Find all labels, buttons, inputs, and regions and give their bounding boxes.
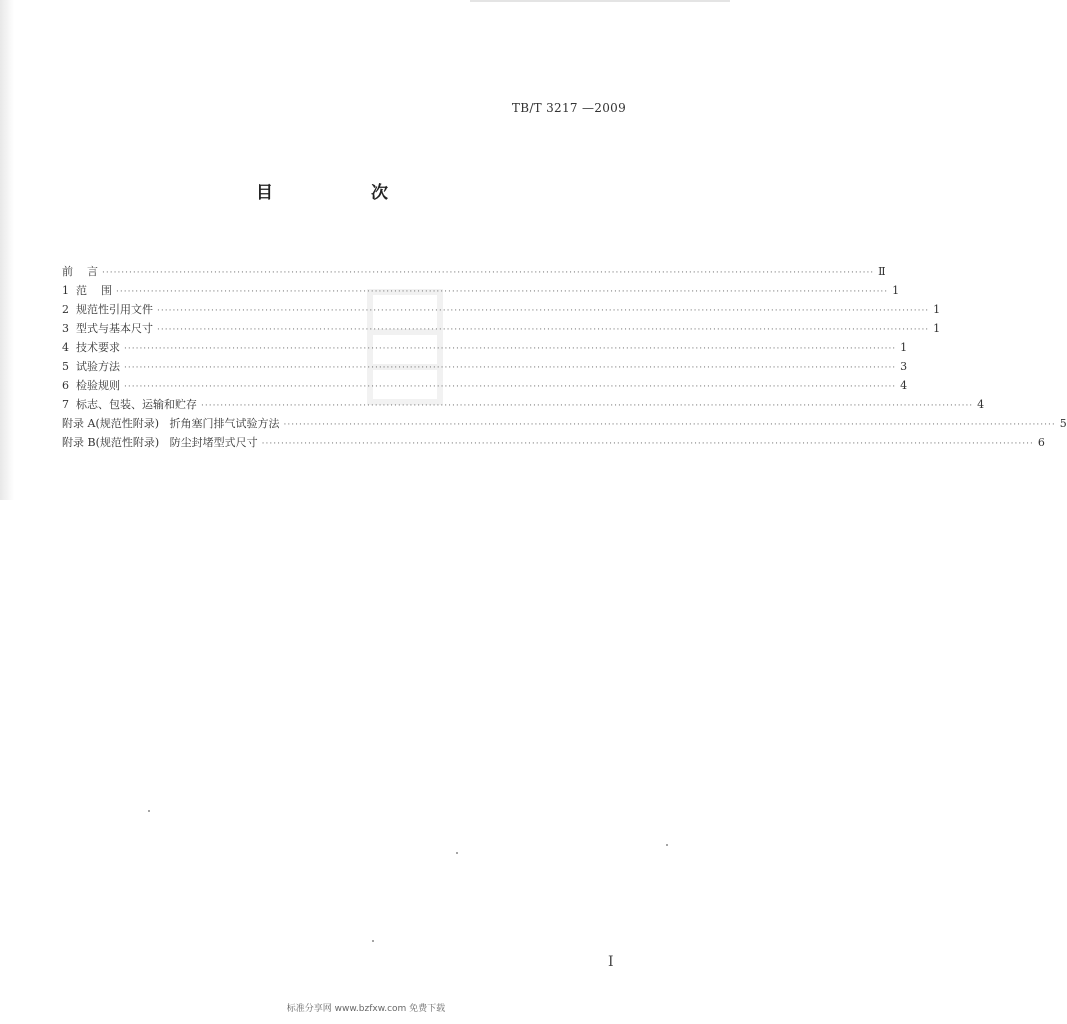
toc-dot-leader: ········································································································································································································ [157,306,930,316]
toc-entry-label: 3 型式与基本尺寸 [62,322,153,335]
toc-entry [62,338,908,357]
toc-dot-leader: ········································································································································································································ [283,420,1056,430]
standard-code: TB/T 3217 —2009 [511,101,626,115]
toc-entry-page: 6 [1037,436,1045,449]
toc-entry-page: 3 [900,360,908,373]
toc-dot-leader: ········································································································································································································ [157,325,930,335]
toc-entry-page: 1 [900,341,908,354]
toc-dot-leader: ········································································································································································································ [124,363,897,373]
footer-watermark-text: 标准分享网 www.bzfxw.com 免费下载 [286,1004,446,1014]
toc-dot-leader: ········································································································································································································ [124,382,897,392]
toc-entry-label: 前 言 [62,265,98,278]
scan-speck [148,810,150,812]
toc-entry [62,433,1045,452]
toc-entry [62,262,886,281]
toc-dot-leader: ········································································································································································································ [261,439,1034,449]
toc-entry [62,395,985,414]
toc-entry-label: 附录 B(规范性附录) 防尘封堵型式尺寸 [62,436,258,449]
toc-entry-label: 7 标志、包装、运输和贮存 [62,398,197,411]
toc-entry-page: 1 [892,284,900,297]
toc-entry-page: 1 [933,303,941,316]
toc-entry [62,300,941,319]
toc-entry-label: 5 试验方法 [62,360,120,373]
page-number: I [608,954,614,970]
scan-speck [372,940,374,942]
toc-entry-page: 5 [1059,417,1067,430]
scan-edge-shadow [0,0,14,500]
toc-title: 目 次 [256,183,434,203]
toc-entry [62,319,941,338]
toc-dot-leader: ········································································································································································································ [102,268,875,278]
toc-list [62,262,1067,452]
toc-dot-leader: ········································································································································································································ [201,401,974,411]
toc-entry-label: 6 检验规则 [62,379,120,392]
toc-entry [62,414,1067,433]
scan-top-line [470,0,730,2]
toc-entry-page: 4 [900,379,908,392]
toc-dot-leader: ········································································································································································································ [124,344,897,354]
toc-entry [62,376,908,395]
toc-entry-label: 2 规范性引用文件 [62,303,153,316]
scan-speck [666,844,668,846]
toc-entry [62,357,908,376]
toc-entry-page: 1 [933,322,941,335]
toc-entry-label: 附录 A(规范性附录) 折角塞门排气试验方法 [62,417,280,430]
toc-entry-label: 4 技术要求 [62,341,120,354]
toc-entry [62,281,900,300]
toc-dot-leader: ········································································································································································································ [115,287,889,297]
toc-entry-label: 1 范 围 [62,284,112,297]
toc-entry-page: 4 [977,398,985,411]
scan-speck [456,852,458,854]
toc-entry-page: Ⅱ [878,265,886,278]
